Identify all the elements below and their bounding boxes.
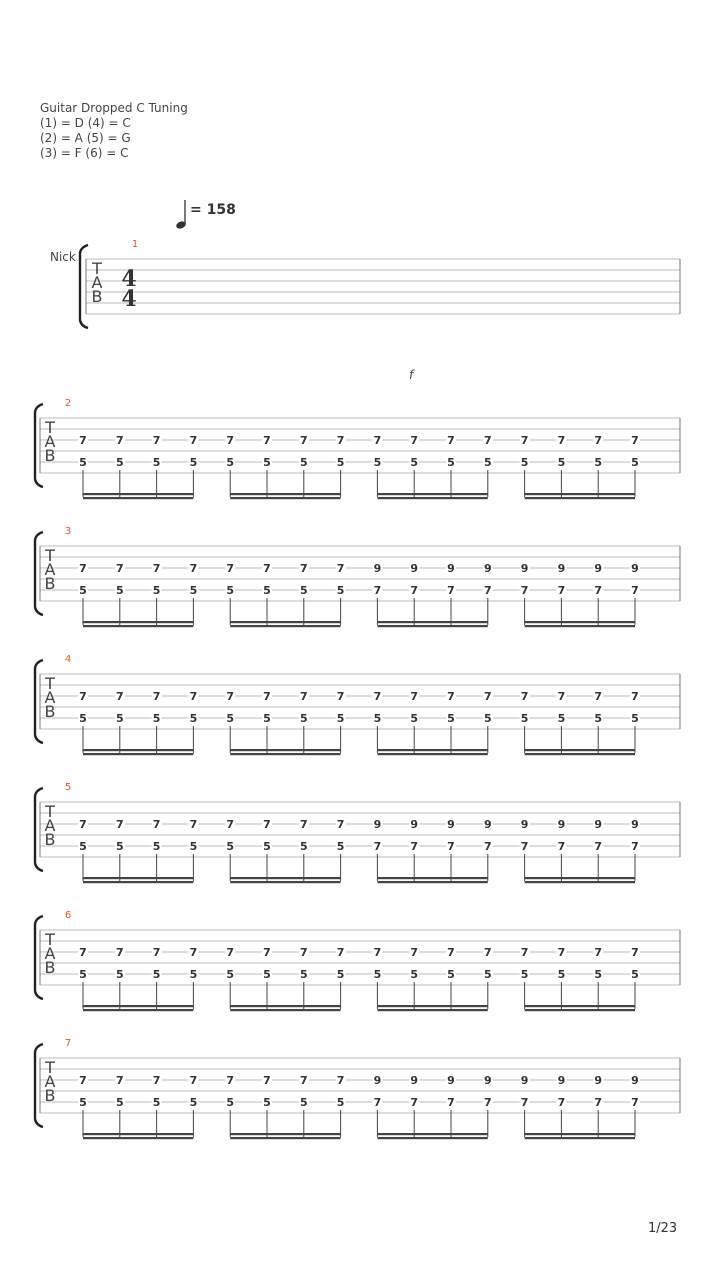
fret-number: 5 [152,1096,161,1109]
fret-number: 5 [373,712,382,725]
fret-number: 7 [336,818,345,831]
fret-number: 7 [299,434,308,447]
fret-number: 5 [336,1096,345,1109]
fret-number: 9 [520,1074,529,1087]
fret-number: 5 [557,968,566,981]
fret-number: 7 [226,690,235,703]
fret-number: 5 [299,968,308,981]
fret-number: 5 [226,968,235,981]
fret-number: 7 [520,1096,529,1109]
fret-number: 9 [447,1074,455,1087]
fret-number: 7 [79,434,87,447]
fret-number: 5 [483,712,492,725]
tab-clef-letter: T [45,930,55,949]
fret-number: 5 [115,1096,124,1109]
fret-number: 7 [115,946,124,959]
fret-number: 5 [594,456,603,469]
fret-number: 5 [263,584,271,597]
fret-number: 9 [447,818,455,831]
fret-number: 7 [483,434,492,447]
fret-number: 7 [336,562,345,575]
fret-number: 5 [299,712,308,725]
beam-secondary [525,1009,635,1011]
fret-number: 5 [79,584,87,597]
fret-number: 5 [189,968,198,981]
fret-number: 7 [115,562,124,575]
fret-number: 5 [79,840,87,853]
fret-number: 7 [79,690,87,703]
fret-number: 7 [226,434,235,447]
fret-number: 5 [557,456,566,469]
tab-clef-letter: B [44,1086,56,1105]
fret-number: 5 [263,1096,271,1109]
fret-number: 7 [189,946,198,959]
system-bracket [35,532,43,615]
beam-secondary [377,625,487,627]
fret-number: 5 [336,456,345,469]
fret-number: 7 [631,1096,639,1109]
fret-number: 7 [594,434,603,447]
fret-number: 7 [594,840,603,853]
fret-number: 7 [373,584,382,597]
beam-secondary [230,753,340,755]
system-bracket [35,404,43,487]
beam-primary [83,1133,193,1135]
fret-number: 7 [483,584,492,597]
system-bracket [35,660,43,743]
beam-primary [83,493,193,495]
fret-number: 9 [631,1074,639,1087]
tuning-line: (1) = D (4) = C [40,116,131,130]
fret-number: 7 [115,690,124,703]
fret-number: 7 [483,690,492,703]
fret-number: 9 [631,818,639,831]
fret-number: 7 [594,584,603,597]
fret-number: 7 [631,690,639,703]
beam-secondary [377,881,487,883]
time-signature-top: 4 [121,266,137,292]
fret-number: 7 [447,584,455,597]
beam-secondary [230,625,340,627]
fret-number: 9 [594,1074,603,1087]
dynamic-marking: f [409,368,414,382]
fret-number: 7 [152,1074,161,1087]
fret-number: 7 [152,818,161,831]
fret-number: 9 [594,818,603,831]
fret-number: 5 [447,456,455,469]
beam-primary [525,749,635,751]
fret-number: 5 [299,456,308,469]
fret-number: 7 [410,434,419,447]
measure-number: 4 [64,654,72,665]
fret-number: 5 [631,456,639,469]
beam-primary [525,877,635,879]
fret-number: 7 [115,434,124,447]
tab-clef-letter: B [44,574,56,593]
beam-primary [230,877,340,879]
fret-number: 7 [410,1096,419,1109]
measure-number: 5 [64,782,72,793]
fret-number: 7 [594,690,603,703]
fret-number: 9 [557,818,566,831]
fret-number: 7 [483,946,492,959]
beam-secondary [83,497,193,499]
fret-number: 7 [483,840,492,853]
beam-primary [230,1133,340,1135]
beam-secondary [525,497,635,499]
fret-number: 5 [79,1096,87,1109]
fret-number: 9 [447,562,455,575]
beam-secondary [230,497,340,499]
fret-number: 7 [336,690,345,703]
fret-number: 5 [79,712,87,725]
fret-number: 5 [115,456,124,469]
beam-primary [230,1005,340,1007]
fret-number: 7 [631,584,639,597]
tab-clef-letter: T [45,674,55,693]
fret-number: 5 [410,712,419,725]
fret-number: 5 [189,840,198,853]
fret-number: 5 [189,712,198,725]
fret-number: 7 [336,434,345,447]
fret-number: 5 [631,712,639,725]
page-number: 1/23 [648,1221,678,1236]
fret-number: 7 [410,584,419,597]
fret-number: 5 [115,712,124,725]
fret-number: 7 [594,946,603,959]
fret-number: 5 [189,456,198,469]
fret-number: 7 [263,690,271,703]
fret-number: 5 [299,584,308,597]
fret-number: 5 [520,712,529,725]
fret-number: 9 [483,562,492,575]
fret-number: 7 [447,434,455,447]
beam-primary [83,1005,193,1007]
tab-clef-letter: A [91,273,103,292]
fret-number: 9 [594,562,603,575]
beam-secondary [525,753,635,755]
measure-number: 6 [64,910,72,921]
beam-secondary [230,881,340,883]
fret-number: 7 [299,946,308,959]
beam-primary [83,877,193,879]
fret-number: 7 [520,946,529,959]
track-name: Nick [50,250,76,264]
fret-number: 7 [631,434,639,447]
fret-number: 7 [410,840,419,853]
tab-clef-letter: B [44,830,56,849]
fret-number: 7 [263,1074,271,1087]
tab-clef-letter: T [45,802,55,821]
beam-primary [377,1005,487,1007]
fret-number: 9 [373,818,382,831]
tuning-line: (2) = A (5) = G [40,131,131,145]
fret-number: 7 [557,840,566,853]
fret-number: 7 [557,1096,566,1109]
fret-number: 5 [226,712,235,725]
fret-number: 7 [189,1074,198,1087]
fret-number: 5 [189,584,198,597]
fret-number: 9 [631,562,639,575]
fret-number: 7 [483,1096,492,1109]
fret-number: 9 [373,562,382,575]
fret-number: 5 [263,840,271,853]
tuning-title: Guitar Dropped C Tuning [40,101,188,115]
beam-primary [525,1133,635,1135]
measure-number: 3 [64,526,72,537]
fret-number: 7 [557,434,566,447]
fret-number: 5 [336,712,345,725]
beam-primary [525,1005,635,1007]
fret-number: 7 [373,434,382,447]
fret-number: 5 [152,584,161,597]
fret-number: 7 [631,946,639,959]
fret-number: 7 [263,434,271,447]
system-bracket [35,1044,43,1127]
fret-number: 7 [299,690,308,703]
beam-secondary [377,753,487,755]
fret-number: 5 [263,712,271,725]
fret-number: 5 [520,456,529,469]
fret-number: 5 [447,712,455,725]
fret-number: 7 [373,946,382,959]
fret-number: 7 [373,690,382,703]
tab-clef-letter: A [44,816,56,835]
fret-number: 7 [226,1074,235,1087]
fret-number: 9 [483,1074,492,1087]
fret-number: 5 [226,1096,235,1109]
fret-number: 7 [594,1096,603,1109]
fret-number: 7 [189,562,198,575]
fret-number: 5 [336,584,345,597]
fret-number: 5 [263,456,271,469]
fret-number: 7 [299,1074,308,1087]
fret-number: 5 [594,712,603,725]
fret-number: 7 [336,946,345,959]
fret-number: 5 [483,456,492,469]
system-bracket [80,245,88,328]
fret-number: 7 [557,946,566,959]
fret-number: 7 [299,562,308,575]
fret-number: 5 [152,840,161,853]
tab-clef-letter: A [44,944,56,963]
beam-secondary [377,1137,487,1139]
fret-number: 7 [152,946,161,959]
fret-number: 7 [373,1096,382,1109]
fret-number: 7 [226,946,235,959]
beam-secondary [83,625,193,627]
tempo-value: = 158 [190,202,236,218]
fret-number: 7 [520,434,529,447]
fret-number: 9 [520,562,529,575]
fret-number: 7 [447,946,455,959]
beam-primary [230,621,340,623]
fret-number: 5 [336,968,345,981]
fret-number: 9 [410,1074,419,1087]
fret-number: 7 [447,1096,455,1109]
tab-clef-letter: B [44,958,56,977]
fret-number: 7 [263,562,271,575]
fret-number: 5 [79,456,87,469]
fret-number: 9 [410,818,419,831]
fret-number: 7 [520,840,529,853]
beam-secondary [230,1137,340,1139]
fret-number: 7 [373,840,382,853]
fret-number: 9 [520,818,529,831]
beam-primary [230,493,340,495]
fret-number: 7 [226,818,235,831]
fret-number: 7 [152,562,161,575]
measure-number: 2 [64,398,72,409]
fret-number: 5 [410,456,419,469]
fret-number: 7 [189,690,198,703]
beam-primary [377,1133,487,1135]
fret-number: 5 [189,1096,198,1109]
tab-clef-letter: B [91,287,103,306]
fret-number: 5 [336,840,345,853]
measure-number: 1 [131,239,139,250]
fret-number: 7 [410,946,419,959]
time-signature-bottom: 4 [121,286,137,312]
beam-secondary [230,1009,340,1011]
beam-primary [377,749,487,751]
beam-primary [377,621,487,623]
system-bracket [35,788,43,871]
fret-number: 5 [447,968,455,981]
fret-number: 7 [520,690,529,703]
system-bracket [35,916,43,999]
fret-number: 5 [152,456,161,469]
beam-secondary [525,625,635,627]
fret-number: 5 [520,968,529,981]
fret-number: 5 [263,968,271,981]
measure-number: 7 [64,1038,72,1049]
tab-clef-letter: T [45,418,55,437]
fret-number: 5 [79,968,87,981]
beam-primary [83,621,193,623]
tab-clef-letter: A [44,560,56,579]
beam-secondary [377,1009,487,1011]
fret-number: 9 [557,562,566,575]
fret-number: 5 [115,584,124,597]
beam-primary [525,621,635,623]
beam-primary [377,877,487,879]
tab-clef-letter: B [44,702,56,721]
fret-number: 7 [152,690,161,703]
fret-number: 7 [226,562,235,575]
fret-number: 5 [483,968,492,981]
tab-clef-letter: B [44,446,56,465]
fret-number: 7 [557,584,566,597]
fret-number: 5 [373,456,382,469]
fret-number: 7 [115,1074,124,1087]
fret-number: 7 [263,946,271,959]
fret-number: 7 [520,584,529,597]
fret-number: 5 [299,840,308,853]
fret-number: 7 [79,562,87,575]
fret-number: 7 [447,690,455,703]
fret-number: 5 [152,712,161,725]
fret-number: 9 [373,1074,382,1087]
fret-number: 9 [557,1074,566,1087]
fret-number: 7 [557,690,566,703]
tab-clef-letter: T [45,546,55,565]
fret-number: 7 [79,1074,87,1087]
fret-number: 7 [79,946,87,959]
fret-number: 9 [483,818,492,831]
beam-primary [230,749,340,751]
fret-number: 7 [447,840,455,853]
fret-number: 5 [226,584,235,597]
fret-number: 5 [226,456,235,469]
beam-primary [83,749,193,751]
fret-number: 7 [152,434,161,447]
tab-clef-letter: A [44,1072,56,1091]
fret-number: 5 [373,968,382,981]
beam-secondary [83,1137,193,1139]
fret-number: 5 [115,840,124,853]
fret-number: 5 [299,1096,308,1109]
fret-number: 9 [410,562,419,575]
tuning-line: (3) = F (6) = C [40,146,129,160]
fret-number: 5 [115,968,124,981]
tab-clef-letter: T [92,259,102,278]
beam-primary [525,493,635,495]
fret-number: 5 [594,968,603,981]
fret-number: 7 [299,818,308,831]
fret-number: 7 [79,818,87,831]
fret-number: 7 [189,818,198,831]
beam-primary [377,493,487,495]
beam-secondary [377,497,487,499]
fret-number: 5 [410,968,419,981]
fret-number: 7 [631,840,639,853]
fret-number: 7 [263,818,271,831]
fret-number: 5 [557,712,566,725]
fret-number: 7 [115,818,124,831]
fret-number: 5 [631,968,639,981]
tab-clef-letter: T [45,1058,55,1077]
fret-number: 7 [189,434,198,447]
fret-number: 5 [152,968,161,981]
fret-number: 5 [226,840,235,853]
beam-secondary [83,1009,193,1011]
tab-clef-letter: A [44,432,56,451]
beam-secondary [525,1137,635,1139]
beam-secondary [83,881,193,883]
fret-number: 7 [336,1074,345,1087]
tab-clef-letter: A [44,688,56,707]
fret-number: 7 [410,690,419,703]
beam-secondary [83,753,193,755]
beam-secondary [525,881,635,883]
